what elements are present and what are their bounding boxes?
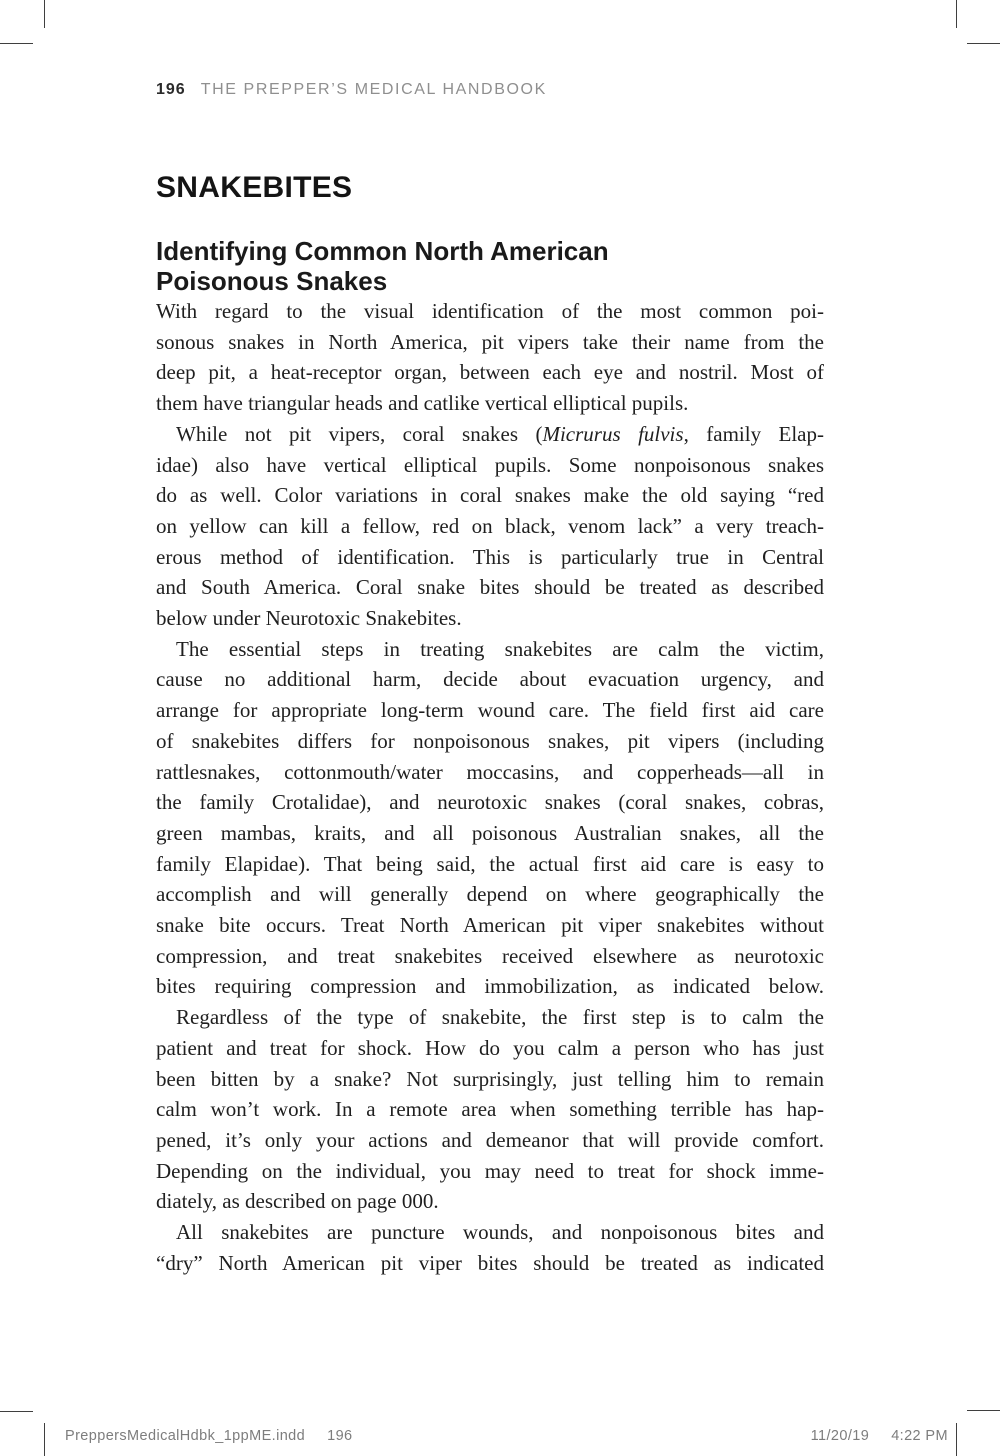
body-line: patient and treat for shock. How do you calm a person who has just [156,1035,824,1060]
body-line: accomplish and will generally depend on where geographically the [156,882,824,907]
body-line: arrange for appropriate long-term wound care. The field first aid care [156,698,824,723]
crop-mark-top-left-vertical [44,0,45,28]
body-line: Regardless of the type of snakebite, the first step is to calm the [176,1005,824,1030]
body-line: While not pit vipers, coral snakes (Micrurus fulvis, family Elap- [176,421,824,446]
crop-mark-bottom-right-horizontal [967,1410,1000,1411]
header-book-title: THE PREPPER’S MEDICAL HANDBOOK [200,81,547,98]
running-header [156,81,547,99]
body-line: on yellow can kill a fellow, red on black, venom lack” a very treach- [156,513,824,538]
body-line: the family Crotalidae), and neurotoxic snakes (coral snakes, cobras, [156,790,824,815]
subsection-heading-line-2: Poisonous Snakes [156,266,388,296]
body-line: of snakebites differs for nonpoisonous snakes, pit vipers (including [156,728,824,753]
body-line: pened, it’s only your actions and demeanor that will provide comfort. [156,1127,824,1152]
body-line: The essential steps in treating snakebites are calm the victim, [176,636,824,661]
body-line: “dry” North American pit viper bites should be treated as indicated [156,1250,824,1275]
body-line: family Elapidae). That being said, the actual first aid care is easy to [156,851,824,876]
crop-mark-top-right-horizontal [967,43,1000,44]
body-line: erous method of identification. This is particularly true in Central [156,544,824,569]
body-line: deep pit, a heat-receptor organ, between each eye and nostril. Most of [156,360,824,385]
body-line: cause no additional harm, decide about evacuation urgency, and [156,667,824,692]
body-line: and South America. Coral snake bites should be treated as described [156,575,824,600]
crop-mark-bottom-left-vertical [44,1423,45,1456]
body-line: bites requiring compression and immobilization, as indicated below. [156,974,824,999]
body-line: them have triangular heads and catlike vertical elliptical pupils. [156,391,689,416]
body-line: diately, as described on page 000. [156,1189,439,1214]
body-line: All snakebites are puncture wounds, and nonpoisonous bites and [176,1220,824,1245]
footer-time: 4:22 PM [891,1428,948,1444]
body-line: Depending on the individual, you may need to treat for shock imme- [156,1158,824,1183]
body-line: With regard to the visual identification of the most common poi- [156,299,824,323]
body-line: calm won’t work. In a remote area when something terrible has hap- [156,1097,824,1122]
footer-right [811,1428,948,1444]
italic-species-name: Micrurus fulvis [542,421,684,446]
subsection-heading-line-1: Identifying Common North American [156,236,609,266]
footer-date: 11/20/19 [810,1428,870,1444]
crop-mark-top-left-horizontal [0,43,33,44]
body-line: rattlesnakes, cottonmouth/water moccasins, and copperheads—all in [156,759,824,784]
footer-left [65,1428,353,1444]
crop-mark-bottom-right-vertical [956,1423,957,1456]
body-line: do as well. Color variations in coral snakes make the old saying “red [156,483,824,508]
body-line: idae) also have vertical elliptical pupils. Some nonpoisonous snakes [156,452,824,477]
body-text [156,296,824,1279]
header-page-number: 196 [156,81,186,98]
body-line: compression, and treat snakebites received elsewhere as neurotoxic [156,943,824,968]
section-heading: SNAKEBITES [156,171,353,204]
footer-page-number: 196 [327,1428,353,1444]
crop-mark-bottom-left-horizontal [0,1411,33,1412]
crop-mark-top-right-vertical [956,0,957,28]
body-line: green mambas, kraits, and all poisonous Australian snakes, all the [156,820,824,845]
body-line: below under Neurotoxic Snakebites. [156,606,462,631]
subsection-heading [156,236,609,296]
body-line: been bitten by a snake? Not surprisingly, just telling him to remain [156,1066,824,1091]
body-line: snake bite occurs. Treat North American pit viper snakebites without [156,913,824,938]
footer-file-name: PreppersMedicalHdbk_1ppME.indd [65,1428,306,1444]
body-line: sonous snakes in North America, pit vipers take their name from the [156,329,824,354]
